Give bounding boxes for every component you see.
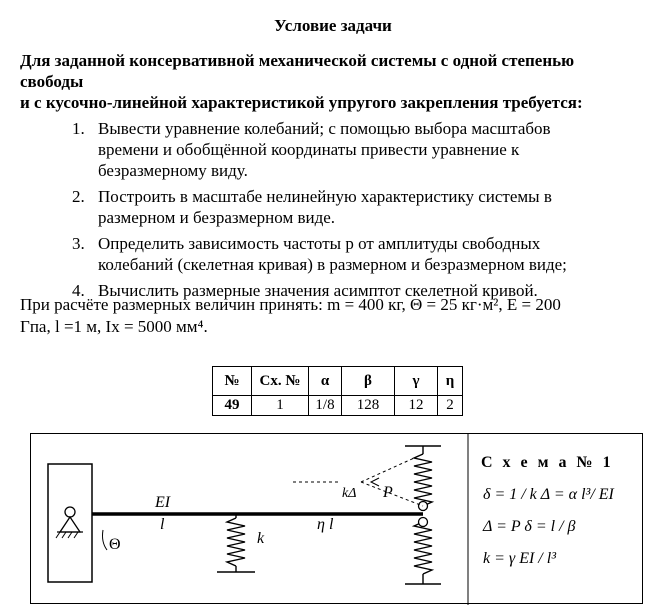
task-item	[60, 233, 620, 275]
table-header: α	[309, 367, 342, 396]
label-l: l	[160, 516, 165, 533]
parameters-table	[212, 366, 463, 416]
table-header: β	[342, 367, 395, 396]
table-cell: 1	[252, 396, 309, 416]
task-line: Вывести уравнение колебаний; с помощью выбора масштабов	[98, 119, 551, 138]
accept-line-1: При расчёте размерных величин принять: m = 400 кг, Θ = 25 кг·м², E = 200	[20, 295, 561, 314]
table-header: η	[438, 367, 463, 396]
task-line: Построить в масштабе нелинейную характеристику системы в	[98, 187, 552, 206]
task-line: колебаний (скелетная кривая) в размерном и безразмерном виде;	[98, 255, 567, 274]
label-k-delta: kΔ	[342, 486, 357, 501]
requirement-line-1: Для заданной консервативной механической системы с одной степенью	[20, 51, 575, 70]
table-header: γ	[395, 367, 438, 396]
task-item	[60, 186, 620, 228]
contact-lower-icon	[419, 518, 428, 527]
task-number: 1.	[72, 119, 85, 138]
pin-support-icon	[56, 507, 83, 538]
task-item	[60, 118, 620, 181]
task-line: Определить зависимость частоты p от амплитуды свободных	[98, 234, 541, 253]
table-header: №	[213, 367, 252, 396]
requirement-line-3: и с кусочно-линейной характеристикой упругого закрепления требуется:	[20, 93, 583, 112]
table-cell: 128	[342, 396, 395, 416]
formula-Delta: Δ = P δ = l / β	[483, 518, 576, 535]
task-list	[60, 118, 620, 306]
formula-delta: δ = 1 / k Δ = α l³/ EI	[483, 486, 614, 503]
label-eta-l: η l	[317, 516, 334, 533]
page-title: Условие задачи	[274, 16, 392, 35]
task-line: Вычислить размерные значения асимптот скелетной кривой.	[98, 281, 538, 300]
table-cell: 12	[395, 396, 438, 416]
scheme-title: С х е м а № 1	[481, 454, 614, 471]
label-k: k	[257, 530, 265, 547]
table-cell: 49	[213, 396, 252, 416]
rotation-arc-icon	[103, 530, 108, 550]
label-EI: EI	[155, 494, 171, 511]
accept-line-2: Гпа, l =1 м, Ix = 5000 мм⁴.	[20, 317, 208, 336]
accept-values-text	[20, 294, 650, 338]
requirement-line-2: свободы	[20, 72, 84, 91]
spring-lower-icon	[405, 522, 441, 584]
task-number: 2.	[72, 187, 85, 206]
formula-k: k = γ EI / l³	[483, 550, 556, 567]
table-row	[213, 396, 463, 416]
task-number: 3.	[72, 234, 85, 253]
table-cell: 2	[438, 396, 463, 416]
label-P: P	[383, 484, 393, 501]
spring-k-icon	[217, 514, 255, 572]
label-theta: Θ	[109, 536, 121, 553]
scheme-frame	[30, 433, 643, 604]
table-cell: 1/8	[309, 396, 342, 416]
task-line: безразмерному виду.	[98, 161, 248, 180]
task-number: 4.	[72, 281, 85, 300]
table-header: Сх. №	[252, 367, 309, 396]
requirement-text	[20, 50, 650, 113]
arrow-icon	[371, 478, 379, 486]
spring-upper-icon	[405, 446, 441, 506]
dashed-guide-lines	[293, 454, 423, 506]
table-header-row	[213, 367, 463, 396]
task-line: времени и обобщённой координаты привести уравнение к	[98, 140, 520, 159]
task-line: размерном и безразмерном виде.	[98, 208, 336, 227]
